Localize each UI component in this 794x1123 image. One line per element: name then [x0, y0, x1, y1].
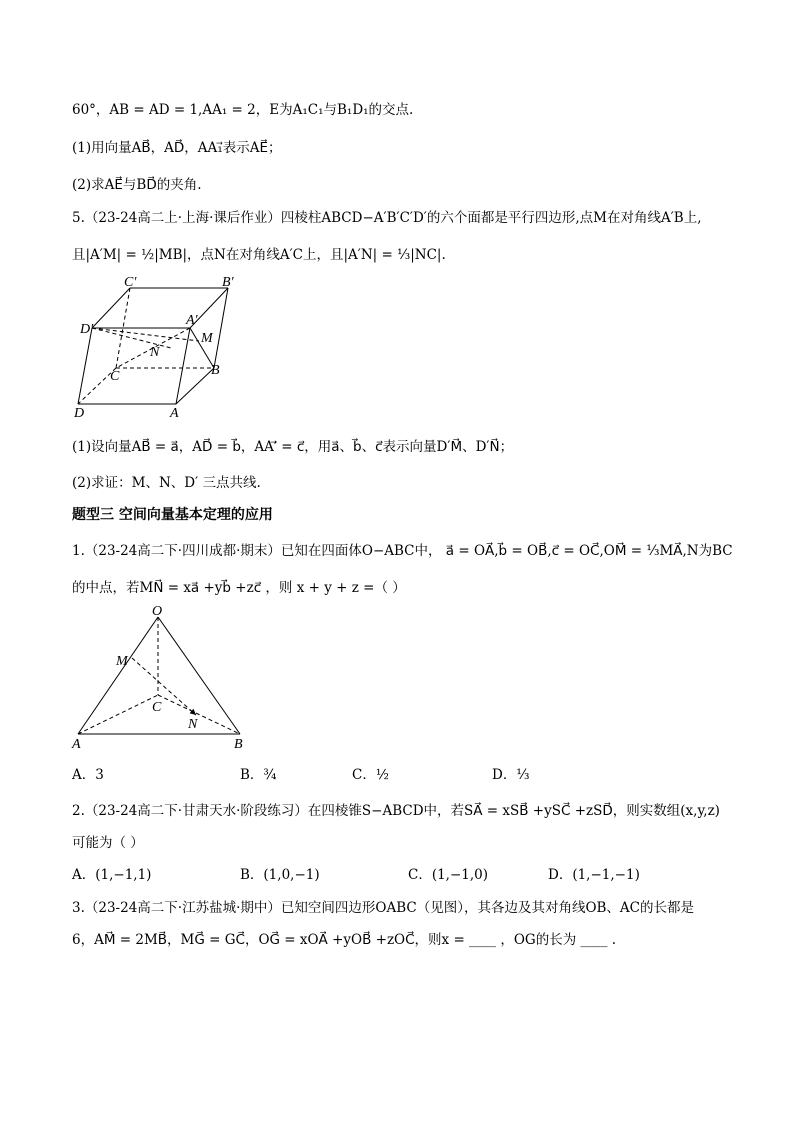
label-M: M: [201, 331, 213, 346]
q2-option-c: C．(1,−1,0): [408, 867, 489, 883]
question-3-line-2: 6，AM⃗ = 2MB⃗，MG⃗ = GC⃗，OG⃗ = xOA⃗ +yOB⃗ +zOC⃗，则x = ____ ，OG的长为 ____ .: [72, 932, 617, 948]
label-N: N: [188, 717, 198, 732]
question-1-line-1: 1.（23-24高二下·四川成都·期末）已知在四面体O−ABC中， a⃗ = OA⃗,b⃗ = OB⃗,c⃗ = OC⃗,OM⃗ = ⅓MA⃗,N为BC: [72, 543, 733, 559]
label-D: D: [74, 406, 85, 421]
q2-option-d: D．(1,−1,−1): [548, 867, 640, 883]
parallelepiped-figure: [70, 276, 240, 421]
label-M: M: [116, 654, 128, 669]
problem-condition-line: 60°，AB = AD = 1,AA₁ = 2，E为A₁C₁与B₁D₁的交点.: [72, 102, 414, 118]
label-N: N: [150, 345, 160, 360]
label-C: C: [110, 369, 120, 384]
problem-5-line-2: 且|A′M| = ½|MB|，点N在对角线A′C上，且|A′N| = ⅓|NC|.: [72, 247, 446, 263]
label-O: O: [152, 604, 163, 619]
label-B: B: [234, 737, 243, 752]
question-3-line-1: 3.（23-24高二下·江苏盐城·期中）已知空间四边形OABC（见图），其各边及其对角线OB、AC的长都是: [72, 900, 695, 916]
sub-question-2: (2)求AE⃗与BD⃗的夹角.: [72, 177, 202, 193]
problem-5-sub-1: (1)设向量AB⃗ = a⃗，AD⃗ = b⃗，AA′⃗ = c⃗，用a⃗、b⃗、c⃗表示向量D′M⃗、D′N⃗；: [72, 439, 514, 455]
label-A: A: [170, 406, 179, 421]
label-B-prime: B′: [222, 276, 234, 290]
problem-5-sub-2: (2)求证：M、N、D′ 三点共线.: [72, 475, 261, 491]
q1-option-c: C．½: [352, 767, 389, 783]
question-2-line-2: 可能为（ ）: [72, 835, 144, 851]
q2-option-b: B．(1,0,−1): [240, 867, 320, 883]
problem-5-line-1: 5.（23-24高二上·上海·课后作业）四棱柱ABCD−A′B′C′D′的六个面都是平行四边形,点M在对角线A′B上,: [72, 210, 702, 226]
label-D-prime: D′: [80, 322, 94, 337]
question-2-line-1: 2.（23-24高二下·甘肃天水·阶段练习）在四棱锥S−ABCD中，若SA⃗ = xSB⃗ +ySC⃗ +zSD⃗，则实数组(x,y,z): [72, 803, 720, 819]
q2-option-a: A．(1,−1,1): [72, 867, 152, 883]
label-C-prime: C′: [124, 276, 137, 290]
section-heading: 题型三 空间向量基本定理的应用: [72, 507, 273, 523]
label-B: B: [211, 363, 220, 378]
q1-option-a: A．3: [72, 767, 104, 783]
sub-question-1: (1)用向量AB⃗，AD⃗，AA₁⃗表示AE⃗；: [72, 140, 282, 156]
tetrahedron-figure: [68, 603, 258, 753]
label-A: A: [72, 737, 81, 752]
q1-option-d: D．⅓: [492, 767, 530, 783]
question-1-line-2: 的中点，若MN⃗ = xa⃗ +yb⃗ +zc⃗ ，则 x + y + z =（ ）: [72, 580, 406, 596]
q1-option-b: B．¾: [240, 767, 277, 783]
label-C: C: [152, 700, 162, 715]
label-A-prime: A′: [186, 313, 198, 328]
